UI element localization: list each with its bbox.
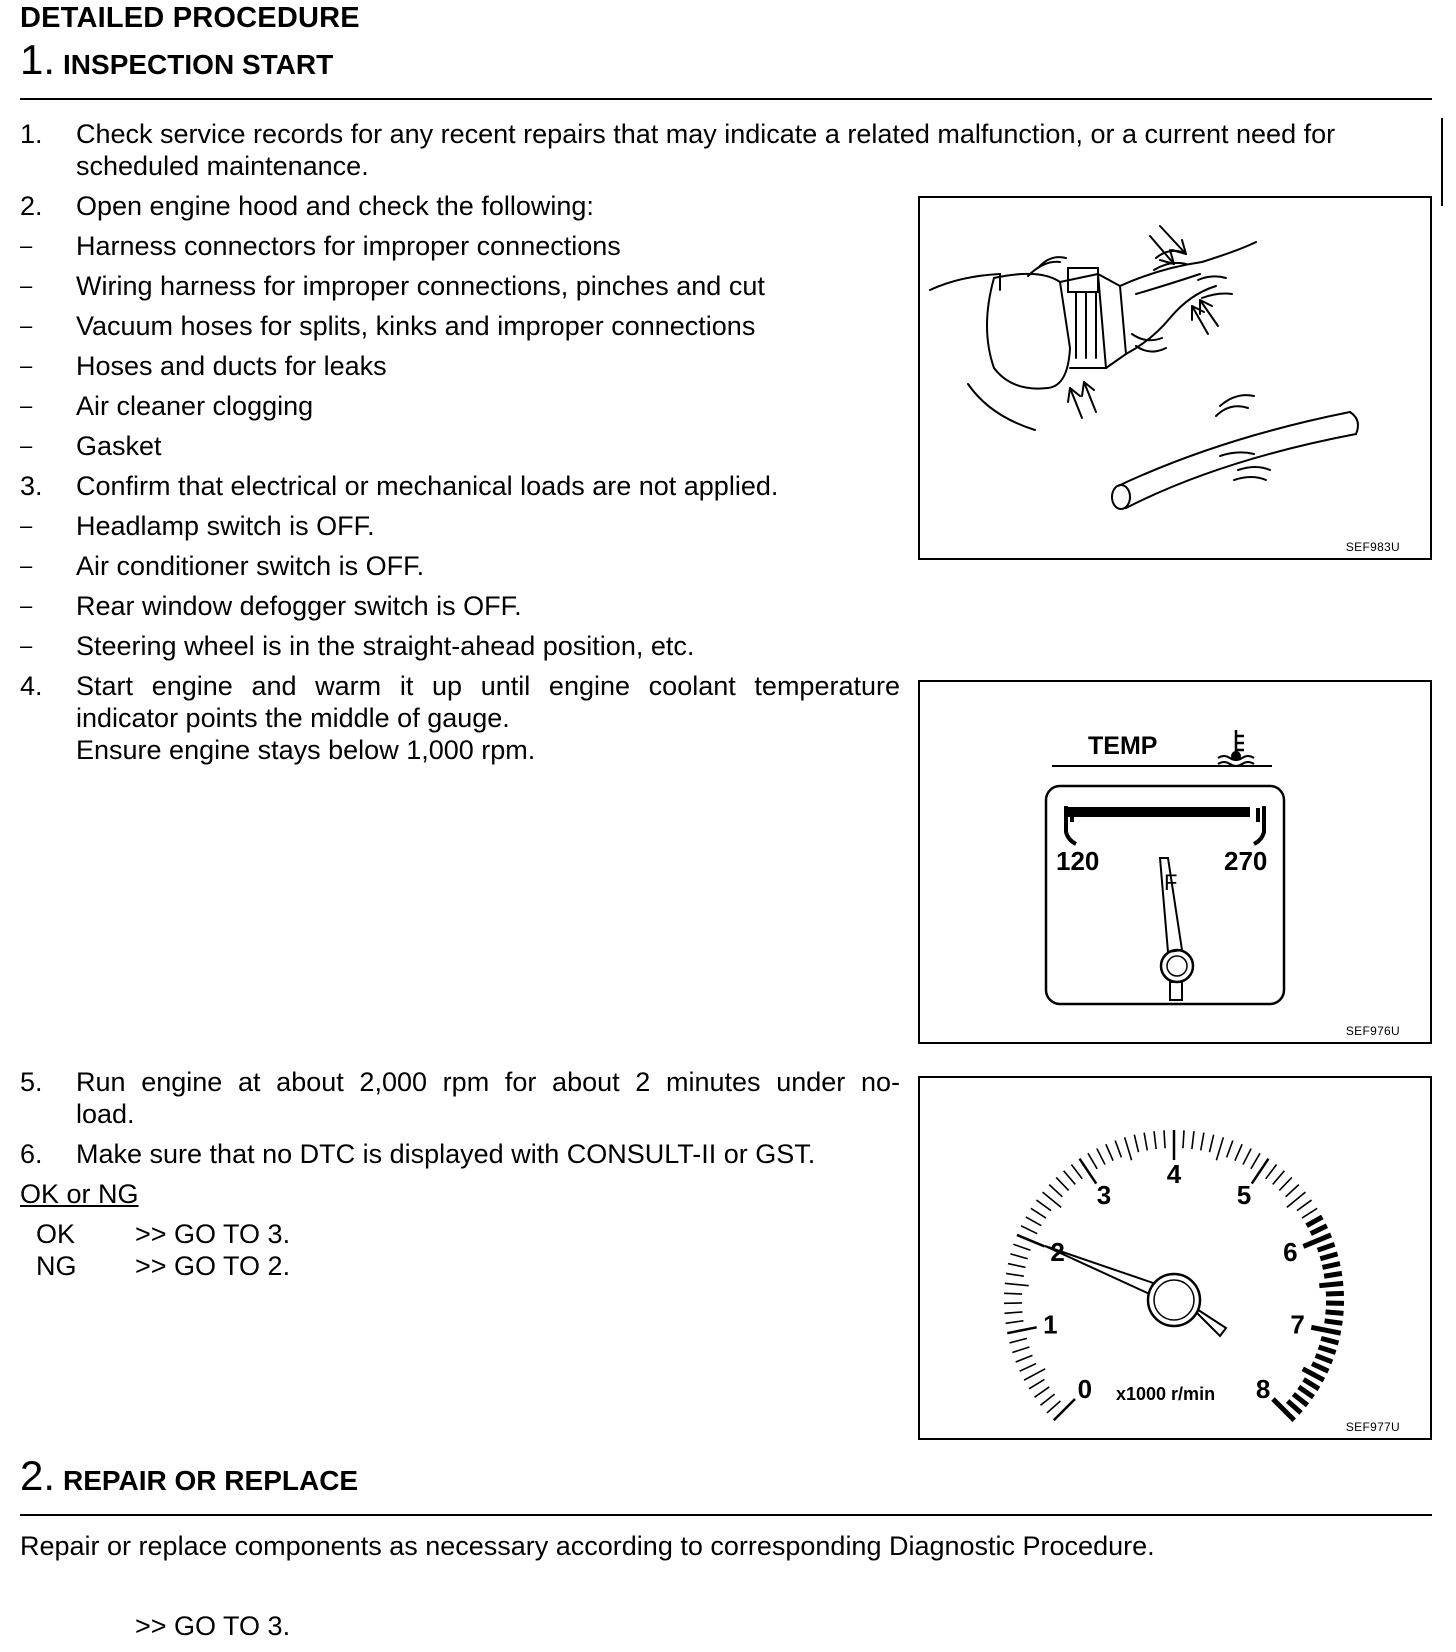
section-2-number: 2. [20,1452,56,1499]
tachometer-tick [1021,1226,1037,1234]
tachometer-tick [1049,1185,1062,1197]
ok-goto: >> GO TO 3. [135,1219,291,1249]
tachometer-label: 6 [1283,1236,1298,1267]
tachometer-tick [1311,1327,1340,1333]
tachometer-tick [1040,1394,1054,1405]
tachometer-tick [1007,1327,1036,1333]
step-6-text: Make sure that no DTC is displayed with CONSULT-II or GST. [76,1139,816,1169]
tachometer-tick [1144,1133,1147,1151]
step-4-text-line1: Start engine and warm it up until engine coolant temperature [76,671,900,701]
step-6-number: 6. [20,1139,43,1169]
tachometer-tick [1031,1208,1046,1218]
tachometer-tick [1064,1171,1076,1185]
tachometer-tick [1325,1321,1343,1323]
tachometer-tick [1288,1401,1301,1413]
bullet-dash: – [20,553,33,578]
bullet-dash: – [20,233,33,258]
figure-id: SEF977U [1345,1420,1400,1434]
bullet-dash: – [20,353,33,378]
check-gasket: Gasket [76,431,162,461]
tachometer-tick [1209,1135,1213,1153]
tachometer-tick [1029,1379,1044,1388]
tachometer-tick [1010,1254,1027,1259]
tachometer-tick [1321,1338,1338,1343]
tachometer-tick [1322,1264,1340,1268]
tachometer-tick [1273,1171,1285,1185]
tachometer-tick [1164,1130,1165,1148]
tachometer-tick [1017,1235,1045,1246]
tachometer-tick [1005,1312,1023,1313]
tachometer-tick [1071,1164,1082,1178]
section-1-title: INSPECTION START [63,49,334,80]
tachometer-tick [1088,1153,1097,1169]
connector-hose-illustration [920,198,1430,558]
step-5-number: 5. [20,1067,43,1097]
temp-label: TEMP [1088,732,1158,760]
tachometer-tick [1036,1200,1051,1211]
step-2-number: 2. [20,191,43,221]
tachometer-tick [1125,1137,1132,1160]
tachometer-tick [1299,1387,1314,1397]
tachometer-tick [1227,1141,1233,1158]
tachometer-tick [1297,1200,1312,1211]
ok-key: OK [36,1219,76,1249]
ng-goto: >> GO TO 2. [135,1251,291,1281]
figure-tachometer [918,1076,1432,1440]
tachometer-tick [1192,1131,1194,1149]
section-1-header [20,36,333,84]
check-wiring-harness: Wiring harness for improper connections, pinches and cut [76,271,765,301]
repair-instruction: Repair or replace components as necessary according to corresponding Diagnostic Procedure. [20,1531,1155,1561]
tachometer-tick [1319,1283,1343,1285]
temp-gauge-illustration [920,682,1430,1042]
tachometer-tick [1134,1135,1138,1153]
tachometer-tick [1251,1153,1260,1169]
tachometer-tick [1020,1364,1036,1372]
tachometer-tick [1320,1254,1337,1259]
tachometer-label: 0 [1077,1374,1093,1405]
tachometer-tick [1006,1321,1024,1323]
step-2-text: Open engine hood and check the following: [76,191,594,221]
step-1-text-line2: scheduled maintenance. [76,151,369,181]
tachometer-tick [1304,1379,1319,1388]
section-2-title: REPAIR OR REPLACE [63,1465,359,1496]
section-1-number: 1. [20,36,56,83]
load-steering-straight: Steering wheel is in the straight-ahead position, etc. [76,631,695,661]
tachometer-tick [1307,1217,1323,1226]
tachometer-unit: x1000 r/min [1116,1384,1216,1404]
step-1-number: 1. [20,119,43,149]
ok-or-ng-label: OK or NG [20,1179,139,1209]
tachometer-tick [1154,1131,1156,1149]
tachometer-tick [1035,1387,1050,1397]
tachometer-tick [1008,1264,1026,1268]
check-hoses-ducts: Hoses and ducts for leaks [76,351,387,381]
tachometer-label: 2 [1050,1236,1065,1267]
ng-key: NG [36,1251,77,1281]
tachometer-tick [1293,1394,1307,1405]
tachometer-tick [1097,1149,1105,1165]
tachometer-tick [1316,1355,1333,1362]
tachometer-tick [1201,1133,1204,1151]
tachometer-label: 3 [1096,1180,1112,1211]
load-headlamp-off: Headlamp switch is OFF. [76,511,375,541]
load-aircon-off: Air conditioner switch is OFF. [76,551,425,581]
bullet-dash: – [20,433,33,458]
load-defogger-off: Rear window defogger switch is OFF. [76,591,522,621]
tachometer-tick [1216,1137,1223,1160]
tachometer-label: 4 [1166,1159,1182,1189]
bullet-dash: – [20,513,33,538]
tachometer-tick [1235,1144,1242,1160]
tachometer-tick [1286,1185,1299,1197]
tachometer-label: 8 [1255,1374,1271,1405]
tachometer-tick [1056,1177,1068,1190]
step-1-text-line1: Check service records for any recent repairs that may indicate a related malfunction, or a current need for [76,119,1336,149]
tachometer-tick [1012,1347,1029,1353]
tachometer-tick [1302,1208,1317,1218]
bullet-dash: – [20,593,33,618]
bullet-dash: – [20,313,33,338]
tachometer-tick [1054,1399,1075,1420]
figure-temp-gauge [918,680,1432,1044]
section-2-header [20,1452,358,1500]
tachometer-tick [1266,1164,1277,1178]
tachometer-tick [1287,1192,1306,1207]
tachometer-tick [1311,1226,1327,1234]
bullet-dash: – [20,633,33,658]
bullet-dash: – [20,393,33,418]
tachometer-tick [1312,1364,1328,1372]
tachometer-tick [1318,1244,1335,1250]
tachometer-tick [1183,1130,1184,1148]
tachometer-tick [1106,1144,1113,1160]
tachometer-tick [1006,1273,1024,1276]
tachometer-tick [1326,1293,1344,1294]
tachometer-tick [1013,1244,1030,1250]
tachometer-tick [1016,1355,1033,1362]
tachometer-tick [1010,1338,1027,1343]
tachometer-tick [1319,1347,1336,1353]
tachometer-tick [1279,1177,1291,1190]
change-bar [1441,118,1443,206]
check-air-cleaner: Air cleaner clogging [76,391,314,421]
bullet-dash: – [20,273,33,298]
procedure-heading: DETAILED PROCEDURE [20,2,360,34]
tachometer-tick [1324,1273,1342,1276]
step-5-text-line1: Run engine at about 2,000 rpm for about 2 minutes under no- [76,1067,900,1097]
tachometer-tick [1004,1293,1022,1294]
figure-connector-inspection [918,196,1432,560]
figure-id: SEF976U [1345,1024,1400,1038]
step-3-number: 3. [20,471,43,501]
tachometer-tick [1243,1149,1251,1165]
temp-high-label: 270 [1224,846,1268,876]
tachometer-label: 1 [1043,1309,1058,1340]
step-4-number: 4. [20,671,43,701]
step-3-text: Confirm that electrical or mechanical loads are not applied. [76,471,779,501]
step-4-text-line3: Ensure engine stays below 1,000 rpm. [76,735,536,765]
gauge-needle-marker: F [1164,870,1178,895]
tachometer-tick [1326,1312,1344,1313]
check-harness-connectors: Harness connectors for improper connections [76,231,621,261]
tachometer-tick [1047,1401,1060,1413]
tachometer-label: 5 [1236,1180,1252,1211]
temp-low-label: 120 [1056,846,1100,876]
section-2-rule [20,1514,1432,1516]
step-5-text-line2: load. [76,1099,135,1129]
repair-goto: >> GO TO 3. [135,1611,291,1641]
step-4-text-line2: indicator points the middle of gauge. [76,703,510,733]
tachometer-label: 7 [1290,1309,1305,1340]
tachometer-tick [1026,1217,1042,1226]
tachometer-tick [1005,1283,1029,1285]
section-1-rule [20,98,1432,100]
check-vacuum-hoses: Vacuum hoses for splits, kinks and improper connections [76,311,756,341]
tachometer-tick [1115,1141,1121,1158]
tachometer-tick [1024,1369,1045,1380]
tachometer-tick [1043,1192,1062,1207]
figure-id: SEF983U [1345,540,1400,554]
